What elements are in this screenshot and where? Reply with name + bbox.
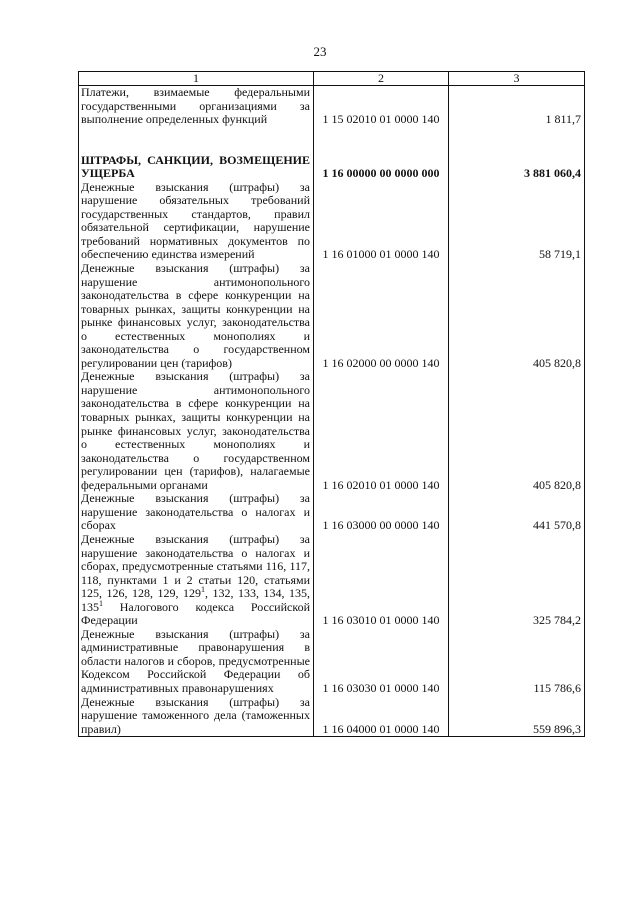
- row-code: 1 16 02010 01 0000 140: [314, 370, 449, 492]
- row-amount: 559 896,3: [449, 696, 585, 737]
- row-name: Денежные взыскания (штрафы) за нарушение таможенного дела (таможенных правил): [79, 696, 314, 737]
- row-code: 1 16 02000 00 0000 140: [314, 262, 449, 370]
- row-amount: 441 570,8: [449, 492, 585, 533]
- row-name: Денежные взыскания (штрафы) за нарушение обязательных требований государственных стандартов, правил обязательной сертификации, нарушение требований нормативных документов по обеспечению единства измерений: [79, 181, 314, 262]
- table-row: [79, 696, 585, 737]
- row-amount: 58 719,1: [449, 181, 585, 262]
- row-amount: 325 784,2: [449, 533, 585, 628]
- table-row: [79, 86, 585, 127]
- column-header-2: 2: [314, 72, 449, 86]
- column-header-1: 1: [79, 72, 314, 86]
- row-code: 1 16 03000 00 0000 140: [314, 492, 449, 533]
- row-name: [79, 533, 314, 628]
- page-number: 23: [313, 44, 327, 59]
- table-row: [79, 181, 585, 262]
- row-name: Денежные взыскания (штрафы) за административные правонарушения в области налогов и сборов, предусмотренные Кодексом Российской Федерации об административных правонарушениях: [79, 628, 314, 696]
- row-code: 1 16 00000 00 0000 000: [314, 127, 449, 181]
- table-row: [79, 262, 585, 370]
- row-name: Денежные взыскания (штрафы) за нарушение антимонопольного законодательства в сфере конкуренции на товарных рынках, защиты конкуренции на рынке финансовых услуг, законодательства о естественных монополиях и законодательства о государственном регулировании цен (тарифов): [79, 262, 314, 370]
- row-name: Платежи, взимаемые федеральными государственными организациями за выполнение определенных функций: [79, 86, 314, 127]
- row-name-part: Денежные взыскания (штрафы) за нарушение законодательства о налогах и сборах, предусмотренные статьями 116, 117, 118, пунктами 1 и 2 статьи 120, статьями 125, 126, 128, 129, 129: [81, 531, 310, 601]
- table-row: [79, 628, 585, 696]
- row-code: 1 15 02010 01 0000 140: [314, 86, 449, 127]
- row-name-part: Налогового кодекса Российской Федерации: [81, 599, 310, 628]
- table-row: [79, 127, 585, 181]
- row-name: Денежные взыскания (штрафы) за нарушение антимонопольного законодательства в сфере конкуренции на товарных рынках, защиты конкуренции на рынке финансовых услуг, законодательства о естественных монополиях и законодательства о государственном регулировании цен (тарифов), налагаемые федеральными органами: [79, 370, 314, 492]
- table-row: [79, 492, 585, 533]
- superscript: 1: [201, 585, 205, 595]
- row-amount: 405 820,8: [449, 262, 585, 370]
- column-header-3: 3: [449, 72, 585, 86]
- row-code: 1 16 03010 01 0000 140: [314, 533, 449, 628]
- row-code: 1 16 04000 01 0000 140: [314, 696, 449, 737]
- row-code: 1 16 03030 01 0000 140: [314, 628, 449, 696]
- superscript: 1: [99, 598, 103, 608]
- row-code: 1 16 01000 01 0000 140: [314, 181, 449, 262]
- row-name: ШТРАФЫ, САНКЦИИ, ВОЗМЕЩЕНИЕ УЩЕРБА: [79, 127, 314, 181]
- table-header-row: [79, 72, 585, 86]
- row-name: Денежные взыскания (штрафы) за нарушение законодательства о налогах и сборах: [79, 492, 314, 533]
- row-amount: 405 820,8: [449, 370, 585, 492]
- table-row: [79, 370, 585, 492]
- row-amount: 3 881 060,4: [449, 127, 585, 181]
- row-name-part: , 132, 133, 134, 135, 135: [81, 586, 310, 614]
- table-row: [79, 533, 585, 628]
- row-amount: 1 811,7: [449, 86, 585, 127]
- budget-revenue-table: [78, 71, 585, 737]
- row-amount: 115 786,6: [449, 628, 585, 696]
